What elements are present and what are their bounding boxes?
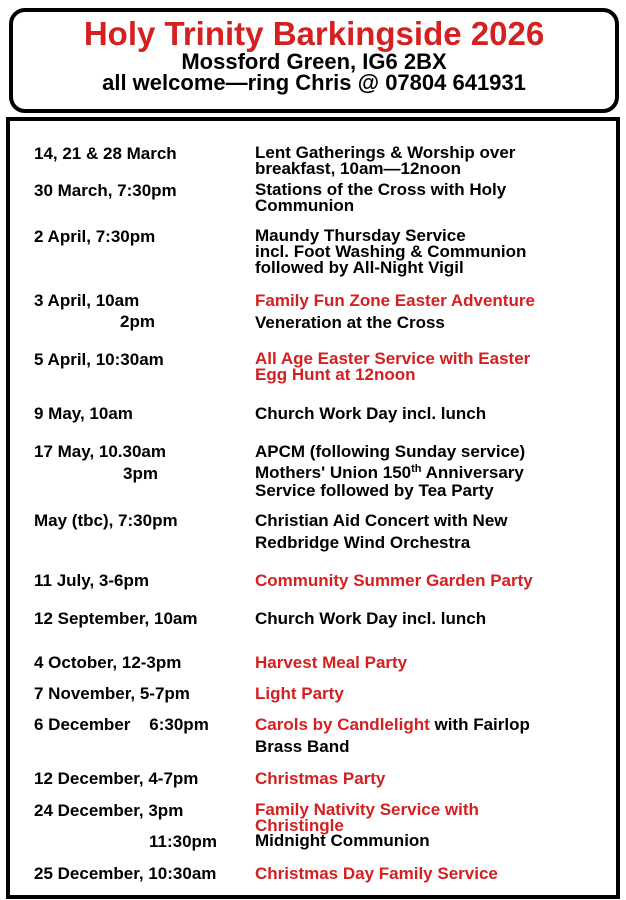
event-time-second: 11:30pm bbox=[149, 832, 218, 851]
event-line: Service followed by Tea Party bbox=[255, 481, 494, 500]
event-line: Midnight Communion bbox=[255, 831, 430, 850]
event-date: 12 September, 10am bbox=[34, 609, 198, 628]
event-date: 6 December 6:30pm bbox=[34, 715, 209, 734]
event-line-part: with Fairlop bbox=[429, 715, 530, 734]
event-line bbox=[255, 463, 605, 483]
event-line-part: Anniversary bbox=[421, 463, 524, 482]
event-date: 2 April, 7:30pm bbox=[34, 227, 156, 246]
event-description bbox=[255, 714, 605, 758]
event-line: breakfast, 10am—12noon bbox=[255, 159, 461, 178]
event-line: followed by All-Night Vigil bbox=[255, 258, 464, 277]
event-line: Lent Gatherings & Worship over bbox=[255, 143, 516, 162]
event-date: 25 December, 10:30am bbox=[34, 864, 217, 883]
event-date: 3 April, 10am bbox=[34, 291, 140, 310]
event-date: 14, 21 & 28 March bbox=[34, 144, 177, 163]
event-line-part: Carols by Candlelight bbox=[255, 715, 430, 734]
event-time-second: 3pm bbox=[123, 464, 158, 483]
event-description bbox=[255, 608, 605, 630]
event-line: incl. Foot Washing & Communion bbox=[255, 242, 527, 261]
event-line: Community Summer Garden Party bbox=[255, 571, 533, 590]
header-box bbox=[9, 8, 619, 113]
event-date: 9 May, 10am bbox=[34, 404, 133, 423]
event-date: 11 July, 3-6pm bbox=[34, 571, 149, 590]
events-box bbox=[6, 117, 620, 899]
event-line: Christmas Day Family Service bbox=[255, 864, 498, 883]
event-date: 4 October, 12-3pm bbox=[34, 653, 182, 672]
event-description bbox=[255, 683, 605, 705]
event-line: Redbridge Wind Orchestra bbox=[255, 533, 471, 552]
event-line: Church Work Day incl. lunch bbox=[255, 609, 487, 628]
event-line: APCM (following Sunday service) bbox=[255, 442, 526, 461]
event-description bbox=[255, 510, 605, 554]
event-description bbox=[255, 441, 605, 499]
event-line: All Age Easter Service with Easter bbox=[255, 349, 531, 368]
event-line: Light Party bbox=[255, 684, 344, 703]
event-line: Family Fun Zone Easter Adventure bbox=[255, 291, 535, 310]
event-description bbox=[255, 145, 605, 177]
event-line: Stations of the Cross with Holy bbox=[255, 180, 507, 199]
address: Mossford Green, IG6 2BX bbox=[181, 49, 447, 74]
event-description bbox=[255, 403, 605, 425]
event-line: Brass Band bbox=[255, 737, 350, 756]
event-time-second: 2pm bbox=[120, 312, 155, 331]
event-line: Communion bbox=[255, 196, 355, 215]
contact-line: all welcome—ring Chris @ 07804 641931 bbox=[102, 70, 526, 95]
event-description bbox=[255, 228, 605, 276]
event-line: Christingle bbox=[255, 816, 344, 835]
event-date: 30 March, 7:30pm bbox=[34, 181, 177, 200]
event-description bbox=[255, 863, 605, 885]
event-line: Veneration at the Cross bbox=[255, 313, 445, 332]
event-line: Christmas Party bbox=[255, 769, 386, 788]
page-title: Holy Trinity Barkingside 2026 bbox=[83, 15, 545, 52]
event-description bbox=[255, 768, 605, 790]
event-line: Family Nativity Service with bbox=[255, 800, 479, 819]
event-date: 7 November, 5-7pm bbox=[34, 684, 190, 703]
event-line: Christian Aid Concert with New bbox=[255, 511, 508, 530]
event-date: May (tbc), 7:30pm bbox=[34, 511, 178, 530]
event-date: 12 December, 4-7pm bbox=[34, 769, 199, 788]
event-line: Maundy Thursday Service bbox=[255, 226, 466, 245]
event-line bbox=[255, 714, 605, 736]
event-description bbox=[255, 182, 605, 214]
event-line: Church Work Day incl. lunch bbox=[255, 404, 487, 423]
event-description bbox=[255, 290, 605, 334]
superscript: th bbox=[411, 463, 422, 475]
event-description bbox=[255, 570, 605, 592]
event-date: 17 May, 10.30am bbox=[34, 442, 166, 461]
event-line: Egg Hunt at 12noon bbox=[255, 365, 416, 384]
event-description bbox=[255, 652, 605, 674]
event-line: Harvest Meal Party bbox=[255, 653, 408, 672]
event-date: 24 December, 3pm bbox=[34, 801, 184, 820]
event-description bbox=[255, 351, 605, 383]
event-description bbox=[255, 802, 605, 849]
event-line-part: Mothers' Union 150 bbox=[255, 463, 412, 482]
event-date: 5 April, 10:30am bbox=[34, 350, 164, 369]
